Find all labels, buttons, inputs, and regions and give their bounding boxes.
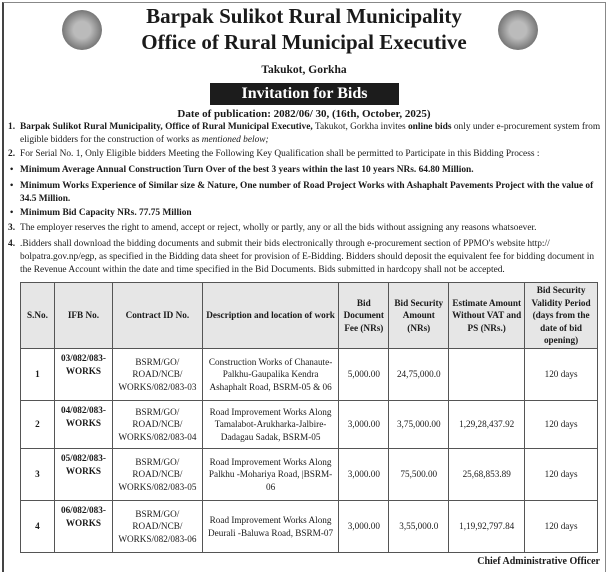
table-cell: 120 days: [525, 401, 598, 449]
table-cell: 25,68,853.89: [449, 449, 525, 501]
table-cell: 06/082/083-WORKS: [54, 501, 112, 553]
item-number: 3.: [8, 223, 16, 233]
column-header: IFB No.: [54, 283, 112, 349]
table-cell: 3,55,000.0: [389, 501, 449, 553]
item-1: [8, 121, 604, 147]
table-cell: 2: [21, 401, 55, 449]
table-cell: Road Improvement Works Along Tamalabot-Arukharka-Jalbire-Dadagau Sadak, BSRM-05: [202, 401, 339, 449]
table-cell: BSRM/GO/ ROAD/NCB/ WORKS/082/083-03: [112, 349, 202, 401]
qualification-bullet: • Minimum Works Experience of Similar size & Nature, One number of Road Project Works with Ashaphalt Pavements Project with the value of 34.5 Million.: [20, 180, 600, 206]
municipality-title: Barpak Sulikot Rural Municipality: [146, 4, 462, 28]
item-2-text: For Serial No. 1, Only Eligible bidders Meeting the Following Key Qualification shall be permitted to Participate in this Bidding Process :: [20, 149, 540, 159]
table-cell: 24,75,000.0: [389, 349, 449, 401]
signature: Chief Administrative Officer: [477, 556, 600, 567]
item-1-text-1: Takukot, Gorkha invites: [312, 122, 408, 132]
table-cell: Road Improvement Works Along Deurali -Baluwa Road, BSRM-07: [202, 501, 339, 553]
table-cell: 3,000.00: [339, 449, 389, 501]
table-cell: 3: [21, 449, 55, 501]
qualification-bullet: • Minimum Average Annual Construction Turn Over of the best 3 years within the last 10 years NRs. 64.80 Million.: [20, 164, 600, 177]
column-header: Estimate Amount Without VAT and PS (NRs.): [449, 283, 525, 349]
table-cell: 3,000.00: [339, 401, 389, 449]
table-cell: BSRM/GO/ ROAD/NCB/ WORKS/082/083-06: [112, 501, 202, 553]
table-cell: 1: [21, 349, 55, 401]
table-cell: 120 days: [525, 349, 598, 401]
office-title: Office of Rural Municipal Executive: [141, 30, 467, 54]
item-1-bold-2: online bids: [407, 122, 452, 132]
table-cell: 1,29,28,437.92: [449, 401, 525, 449]
table-cell: BSRM/GO/ ROAD/NCB/ WORKS/082/083-04: [112, 401, 202, 449]
item-4-text: .Bidders shall download the bidding documents and submit their bids electronically through e-procurement section of PPMO's website http:// bolpatra.gov.np/egp, as specified in the Bidding data sheet for provision of E-Bidding. Bidders should deposit the equivalent fee for bidding document in the Revenue Account within the date and time specified in the Bid Documents. Bids submitted in hardcopy shall not be accepted.: [20, 239, 595, 275]
qualification-bullet: • Minimum Bid Capacity NRs. 77.75 Million: [20, 207, 600, 220]
column-header: Bid Security Amount (NRs): [389, 283, 449, 349]
table-cell: 03/082/083-WORKS: [54, 349, 112, 401]
item-4: [8, 238, 604, 277]
item-1-bold-1: Barpak Sulikot Rural Municipality, Office of Rural Municipal Executive,: [20, 122, 313, 132]
table-cell: [449, 349, 525, 401]
table-cell: 05/082/083-WORKS: [54, 449, 112, 501]
table-cell: 120 days: [525, 449, 598, 501]
column-header: Bid Document Fee (NRs): [339, 283, 389, 349]
table-cell: 04/082/083-WORKS: [54, 401, 112, 449]
table-row: [21, 401, 598, 449]
table-cell: 120 days: [525, 501, 598, 553]
column-header: Bid Security Validity Period (days from the date of bid opening): [525, 283, 598, 349]
column-header: Description and location of work: [202, 283, 339, 349]
table-cell: Road Improvement Works Along Palkhu -Mohariya Road, |BSRM-06: [202, 449, 339, 501]
location: Takukot, Gorkha: [261, 64, 347, 76]
item-number: 1.: [8, 122, 16, 132]
column-header: Contract ID No.: [112, 283, 202, 349]
item-1-italic: mentioned below;: [201, 135, 269, 145]
table-row: [21, 449, 598, 501]
invitation-banner: Invitation for Bids: [210, 83, 399, 105]
table-cell: 3,75,000.00: [389, 401, 449, 449]
table-cell: BSRM/GO/ ROAD/NCB/ WORKS/082/083-05: [112, 449, 202, 501]
table-header-row: [21, 283, 598, 349]
item-2: [8, 148, 604, 161]
table-row: [21, 349, 598, 401]
bids-table: [20, 282, 598, 553]
table-cell: 1,19,92,797.84: [449, 501, 525, 553]
column-header: S.No.: [21, 283, 55, 349]
item-number: 2.: [8, 149, 16, 159]
publication-date: Date of publication: 2082/06/ 30, (16th, October, 2025): [177, 108, 431, 120]
item-1-text-2: only under e-procurement system from eligible bidders for the construction of works as: [20, 122, 601, 145]
table-cell: 75,500.00: [389, 449, 449, 501]
item-3-text: The employer reserves the right to amend, accept or reject, wholly or partly, any or all the bids without assigning any reasons whatsoever.: [20, 223, 537, 233]
item-number: 4.: [8, 239, 16, 249]
table-cell: 3,000.00: [339, 501, 389, 553]
table-cell: Construction Works of Chanaute-Palkhu-Gaupalika Kendra Ashaphalt Road, BSRM-05 & 06: [202, 349, 339, 401]
item-3: [8, 222, 604, 235]
table-cell: 5,000.00: [339, 349, 389, 401]
table-row: [21, 501, 598, 553]
table-cell: 4: [21, 501, 55, 553]
